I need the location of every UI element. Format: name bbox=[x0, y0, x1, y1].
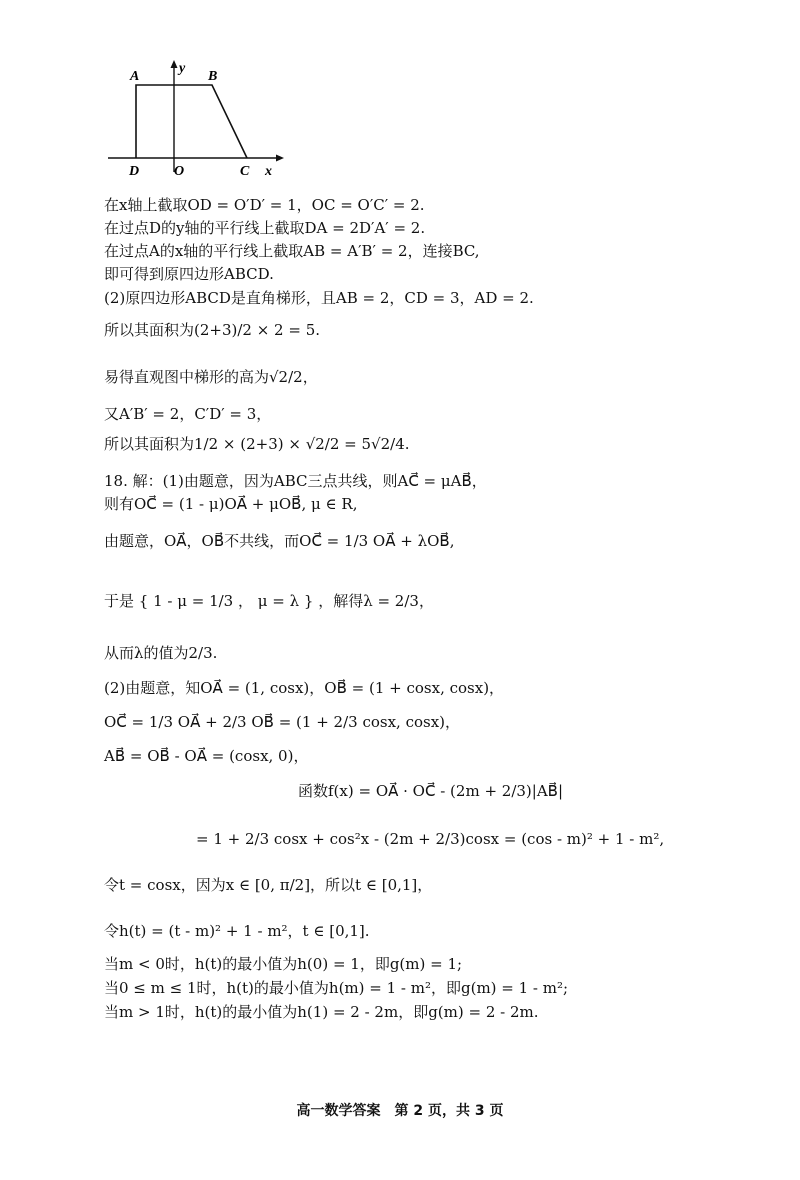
solution-line: 所以其面积为(2+3)/2 × 2 = 5. bbox=[104, 321, 321, 339]
solution-line: 所以其面积为1/2 × (2+3) × √2/2 = 5√2/4. bbox=[104, 435, 410, 453]
solution-line: 在过点A的x轴的平行线上截取AB = A′B′ = 2，连接BC, bbox=[104, 242, 480, 260]
trapezoid-outline bbox=[136, 85, 247, 158]
solution-line: 易得直观图中梯形的高为√2/2， bbox=[104, 368, 318, 386]
function-expansion: = 1 + 2/3 cosx + cos²x - (2m + 2/3)cosx = (cos - m)² + 1 - m², bbox=[196, 830, 665, 848]
equation-system: 于是 { 1 - μ = 1/3 ， μ = λ } ，解得λ = 2/3， bbox=[104, 592, 434, 610]
solution-line: 由题意，OA⃗，OB⃗不共线，而OC⃗ = 1/3 OA⃗ + λOB⃗, bbox=[104, 532, 455, 550]
solution-line: 则有OC⃗ = (1 - μ)OA⃗ + μOB⃗, μ ∈ R, bbox=[104, 495, 358, 513]
solution-line: AB⃗ = OB⃗ - OA⃗ = (cosx, 0)， bbox=[104, 747, 309, 765]
trapezoid-figure bbox=[100, 58, 290, 186]
label-A: A bbox=[130, 69, 140, 84]
label-D: D bbox=[129, 164, 140, 179]
solution-line: 即可得到原四边形ABCD. bbox=[104, 265, 274, 283]
solution-line: 令h(t) = (t - m)² + 1 - m²，t ∈ [0,1]. bbox=[104, 922, 370, 940]
case-line: 当0 ≤ m ≤ 1时，h(t)的最小值为h(m) = 1 - m²，即g(m) = 1 - m²; bbox=[104, 979, 569, 997]
case-line: 当m > 1时，h(t)的最小值为h(1) = 2 - 2m，即g(m) = 2 - 2m. bbox=[104, 1003, 539, 1021]
solution-line: 又A′B′ = 2，C′D′ = 3， bbox=[104, 405, 272, 423]
page-footer: 高一数学答案 第 2 页，共 3 页 bbox=[296, 1103, 504, 1119]
label-B: B bbox=[208, 69, 218, 84]
solution-line: 令t = cosx，因为x ∈ [0, π/2]，所以t ∈ [0,1]， bbox=[104, 876, 433, 894]
label-x: x bbox=[265, 164, 272, 179]
question-18-heading: 18. 解：(1)由题意，因为ABC三点共线，则AC⃗ = μAB⃗， bbox=[104, 472, 487, 490]
solution-line: 从而λ的值为2/3. bbox=[104, 644, 218, 662]
label-C: C bbox=[240, 164, 250, 179]
solution-line: (2)原四边形ABCD是直角梯形，且AB = 2，CD = 3，AD = 2. bbox=[104, 289, 534, 307]
function-definition: 函数f(x) = OA⃗ · OC⃗ - (2m + 2/3)|AB⃗| bbox=[298, 782, 564, 800]
x-axis-arrow bbox=[276, 155, 284, 162]
solution-line: 在x轴上截取OD = O′D′ = 1，OC = O′C′ = 2. bbox=[104, 196, 425, 214]
solution-line: OC⃗ = 1/3 OA⃗ + 2/3 OB⃗ = (1 + 2/3 cosx, cosx)， bbox=[104, 713, 461, 731]
solution-line: 在过点D的y轴的平行线上截取DA = 2D′A′ = 2. bbox=[104, 219, 426, 237]
label-O: O bbox=[174, 164, 185, 179]
label-y: y bbox=[179, 61, 186, 76]
case-line: 当m < 0时，h(t)的最小值为h(0) = 1，即g(m) = 1; bbox=[104, 955, 463, 973]
y-axis-arrow bbox=[171, 60, 178, 68]
solution-line: (2)由题意，知OA⃗ = (1, cosx)，OB⃗ = (1 + cosx, cosx)， bbox=[104, 679, 505, 697]
